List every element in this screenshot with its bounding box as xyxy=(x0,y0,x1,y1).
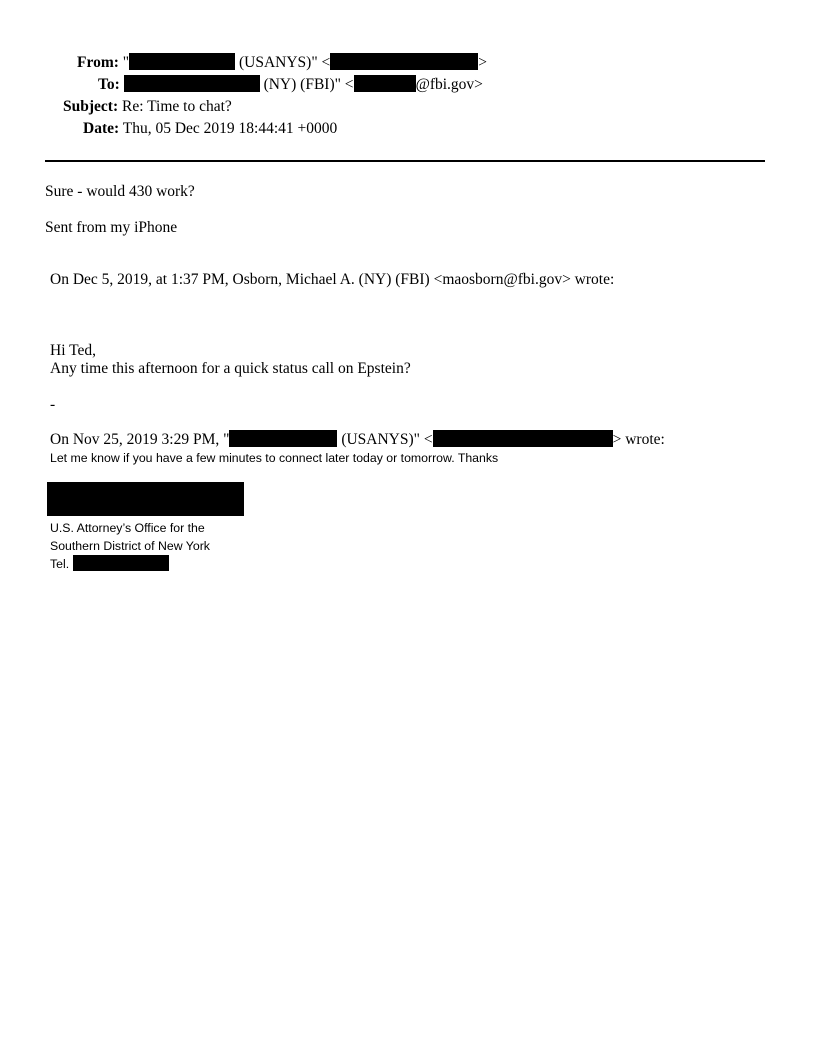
subject-label: Subject: xyxy=(63,98,119,115)
header-divider xyxy=(45,160,765,162)
redaction-block xyxy=(330,53,478,70)
quoted-message-1: Any time this afternoon for a quick status call on Epstein? xyxy=(50,360,411,377)
tel-label: Tel. xyxy=(50,557,73,571)
redaction-block xyxy=(229,430,337,447)
date-label: Date: xyxy=(83,120,120,137)
signature-office-line-2: Southern District of New York xyxy=(50,539,210,553)
redaction-block xyxy=(129,53,235,70)
quoted-greeting: Hi Ted, xyxy=(50,342,96,359)
subject-value: Re: Time to chat? xyxy=(121,98,232,115)
quoted-attribution-2 xyxy=(50,430,665,450)
redaction-block xyxy=(124,75,260,92)
date-value: Thu, 05 Dec 2019 18:44:41 +0000 xyxy=(122,120,338,137)
date-row xyxy=(83,119,337,139)
signature-tel xyxy=(50,555,169,573)
redaction-block xyxy=(433,430,613,447)
from-row xyxy=(77,53,487,73)
signature-name-redaction xyxy=(47,482,244,516)
signature-office-line-1: U.S. Attorney’s Office for the xyxy=(50,521,205,535)
from-org: (USANYS)" < xyxy=(235,54,331,71)
redaction-block xyxy=(73,555,169,571)
attr-org: (USANYS)" < xyxy=(337,431,433,448)
reply-line: Sure - would 430 work? xyxy=(45,183,195,200)
to-row xyxy=(98,75,483,95)
quoted-message-2: Let me know if you have a few minutes to connect later today or tomorrow. Thanks xyxy=(50,451,499,465)
subject-row xyxy=(63,97,232,117)
from-close: > xyxy=(478,54,488,71)
from-quote: " xyxy=(122,54,130,71)
to-label: To: xyxy=(98,76,120,93)
attr-suffix: > wrote: xyxy=(612,431,665,448)
quoted-attribution-1: On Dec 5, 2019, at 1:37 PM, Osborn, Michael A. (NY) (FBI) <maosborn@fbi.gov> wrote: xyxy=(50,271,615,288)
to-org: (NY) (FBI)" < xyxy=(259,76,354,93)
to-domain: @fbi.gov> xyxy=(415,76,483,93)
attr-prefix: On Nov 25, 2019 3:29 PM, " xyxy=(50,431,230,448)
from-label: From: xyxy=(77,54,119,71)
quoted-dash: - xyxy=(50,396,56,413)
reply-signature: Sent from my iPhone xyxy=(45,219,178,236)
redaction-block xyxy=(354,75,416,92)
